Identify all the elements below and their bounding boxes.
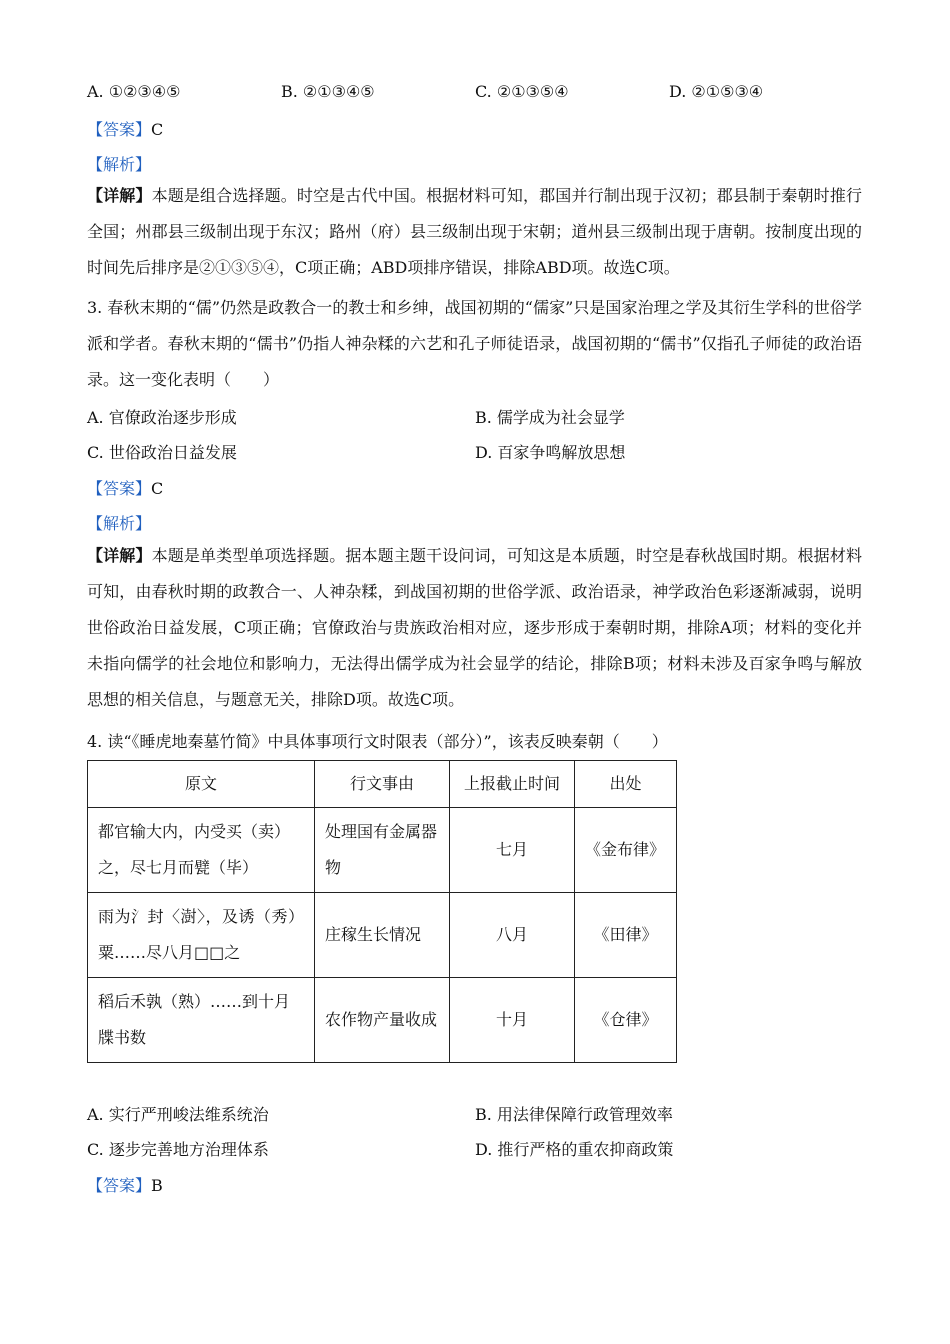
answer-value: C (151, 120, 164, 139)
q4-option-d: D. 推行严格的重农抑商政策 (475, 1140, 674, 1159)
q4-option-a: A. 实行严刑峻法维系统治 (87, 1105, 269, 1124)
q3-option-b: B. 儒学成为社会显学 (475, 408, 625, 427)
q2-option-a: A. ①②③④⑤ (87, 82, 181, 101)
answer-label: 【答案】 (87, 120, 152, 139)
table-row (88, 808, 677, 893)
q3-option-d: D. 百家争鸣解放思想 (475, 443, 626, 462)
answer-value: B (151, 1176, 163, 1195)
q3-option-c: C. 世俗政治日益发展 (87, 443, 237, 462)
q2-detail (87, 178, 862, 286)
q3-answer (87, 476, 163, 499)
detail-text: 本题是组合选择题。时空是古代中国。根据材料可知，郡国并行制出现于汉初；郡县制于秦朝时推行全国；州郡县三级制出现于东汉；路州（府）县三级制出现于宋朝；道州县三级制出现于唐朝。按制度出现的时间先后排序是②①③⑤④，C项正确；ABD项排序错误，排除ABD项。故选C项。 (87, 186, 862, 277)
q2-option-d: D. ②①⑤③④ (669, 82, 764, 101)
table-header-row (88, 761, 677, 808)
table-header-cell: 行文事由 (315, 761, 450, 808)
table-row (88, 978, 677, 1063)
table-cell: 庄稼生长情况 (315, 893, 450, 978)
table-cell: 《仓律》 (575, 978, 677, 1063)
answer-label: 【答案】 (87, 479, 152, 498)
table-header-cell: 原文 (88, 761, 315, 808)
table-cell: 八月 (450, 893, 575, 978)
analysis-label: 【解析】 (87, 155, 152, 174)
table-cell: 《金布律》 (575, 808, 677, 893)
table-cell: 七月 (450, 808, 575, 893)
detail-text: 本题是单类型单项选择题。据本题主题干设问词，可知这是本质题，时空是春秋战国时期。根据材料可知，由春秋时期的政教合一、人神杂糅，到战国初期的世俗学派、政治语录，神学政治色彩逐渐减弱，说明世俗政治日益发展，C项正确；官僚政治与贵族政治相对应，逐步形成于秦朝时期，排除A项；材料的变化并未指向儒学的社会地位和影响力，无法得出儒学成为社会显学的结论，排除B项；材料未涉及百家争鸣与解放思想的相关信息，与题意无关，排除D项。故选C项。 (87, 546, 862, 709)
table-cell: 雨为氵封〈澍〉，及诱（秀）粟……尽八月□□之 (88, 893, 315, 978)
q2-option-b: B. ②①③④⑤ (281, 82, 375, 101)
table-cell: 《田律》 (575, 893, 677, 978)
detail-label: 【详解】 (87, 186, 152, 205)
q3-detail (87, 538, 862, 718)
q4-stem: 4. 读“《睡虎地秦墓竹简》中具体事项行文时限表（部分）”，该表反映秦朝（ ） (87, 732, 668, 751)
q3-analysis-label (87, 511, 151, 534)
q2-answer (87, 117, 163, 140)
q4-option-c: C. 逐步完善地方治理体系 (87, 1140, 269, 1159)
answer-value: C (151, 479, 164, 498)
table-cell: 农作物产量收成 (315, 978, 450, 1063)
table-cell: 稻后禾孰（熟）……到十月牒书数 (88, 978, 315, 1063)
table-header-cell: 上报截止时间 (450, 761, 575, 808)
q2-analysis-label (87, 152, 151, 175)
deadline-table (87, 760, 677, 1063)
table-cell: 十月 (450, 978, 575, 1063)
detail-label: 【详解】 (87, 546, 152, 565)
q3-stem: 3. 春秋末期的“儒”仍然是政教合一的教士和乡绅，战国初期的“儒家”只是国家治理之学及其衍生学科的世俗学派和学者。春秋末期的“儒书”仍指人神杂糅的六艺和孔子师徒语录，战国初期的“儒书”仅指孔子师徒的政治语录。这一变化表明（ ） (87, 298, 862, 389)
table-header-cell: 出处 (575, 761, 677, 808)
q3-option-a: A. 官僚政治逐步形成 (87, 408, 237, 427)
table-cell: 都官输大内，内受买（卖）之，尽七月而甓（毕） (88, 808, 315, 893)
q4-answer (87, 1173, 163, 1196)
table-cell: 处理国有金属器物 (315, 808, 450, 893)
q4-option-b: B. 用法律保障行政管理效率 (475, 1105, 673, 1124)
table-row (88, 893, 677, 978)
analysis-label: 【解析】 (87, 514, 152, 533)
answer-label: 【答案】 (87, 1176, 152, 1195)
q2-option-c: C. ②①③⑤④ (475, 82, 569, 101)
